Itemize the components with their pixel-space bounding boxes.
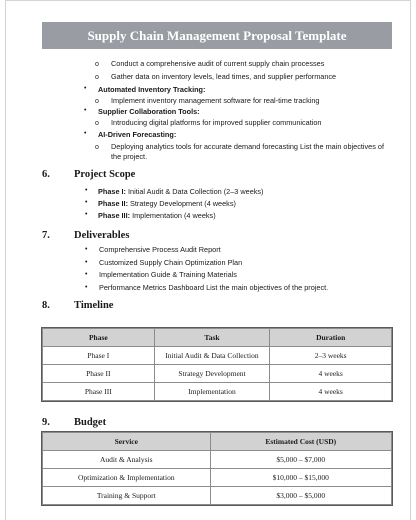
bullet: • bbox=[84, 85, 87, 92]
deliverable-item: Customized Supply Chain Optimization Plan bbox=[99, 258, 243, 267]
table-cell: Phase I bbox=[43, 347, 155, 365]
sub-bullet: o bbox=[95, 144, 99, 151]
phase-item: Phase II: Strategy Development (4 weeks) bbox=[98, 199, 236, 208]
section-title-budget: Budget bbox=[74, 417, 107, 428]
document-title: Supply Chain Management Proposal Template bbox=[42, 22, 392, 49]
phase-item: Phase I: Initial Audit & Data Collection (2–3 weeks) bbox=[98, 187, 264, 196]
table-header-row bbox=[43, 433, 392, 451]
bullet: • bbox=[85, 259, 88, 266]
bullet: • bbox=[85, 199, 88, 206]
header-cell: Service bbox=[43, 433, 211, 451]
section-number: 8. bbox=[42, 300, 50, 311]
table-cell: $10,000 – $15,000 bbox=[210, 469, 391, 487]
sub-bullet: o bbox=[95, 120, 99, 127]
list-item: Gather data on inventory levels, lead times, and supplier performance bbox=[111, 72, 337, 81]
header-cell: Task bbox=[154, 329, 270, 347]
header-cell: Estimated Cost (USD) bbox=[210, 433, 391, 451]
table-cell: Phase III bbox=[43, 383, 155, 401]
section-title-scope: Project Scope bbox=[74, 169, 136, 180]
group-heading: AI-Driven Forecasting: bbox=[98, 130, 177, 139]
bullet: • bbox=[85, 211, 88, 218]
list-item-continued: the project. bbox=[111, 152, 148, 161]
section-number: 7. bbox=[42, 230, 50, 241]
bullet: • bbox=[85, 246, 88, 253]
bullet: • bbox=[85, 284, 88, 291]
bullet: • bbox=[85, 271, 88, 278]
table-cell: 4 weeks bbox=[270, 365, 392, 383]
sub-bullet: o bbox=[95, 74, 99, 81]
table-cell: 2–3 weeks bbox=[270, 347, 392, 365]
budget-table bbox=[42, 432, 392, 505]
table-cell: Audit & Analysis bbox=[43, 451, 211, 469]
deliverable-item: Comprehensive Process Audit Report bbox=[99, 245, 221, 254]
header-cell: Duration bbox=[270, 329, 392, 347]
table-row bbox=[43, 347, 392, 365]
table-cell: $5,000 – $7,000 bbox=[210, 451, 391, 469]
list-item: Implement inventory management software for real-time tracking bbox=[111, 96, 320, 105]
bullet: • bbox=[84, 107, 87, 114]
table-cell: Strategy Development bbox=[154, 365, 270, 383]
table-cell: $3,000 – $5,000 bbox=[210, 487, 391, 505]
section-title-deliverables: Deliverables bbox=[74, 230, 130, 241]
table-row bbox=[43, 451, 392, 469]
table-row bbox=[43, 383, 392, 401]
table-header-row bbox=[43, 329, 392, 347]
header-cell: Phase bbox=[43, 329, 155, 347]
phase-item: Phase III: Implementation (4 weeks) bbox=[98, 211, 216, 220]
sub-bullet: o bbox=[95, 98, 99, 105]
table-cell: 4 weeks bbox=[270, 383, 392, 401]
list-item: Conduct a comprehensive audit of current supply chain processes bbox=[111, 59, 325, 68]
section-number: 9. bbox=[42, 417, 50, 428]
document-page bbox=[5, 0, 411, 520]
table-cell: Training & Support bbox=[43, 487, 211, 505]
section-number: 6. bbox=[42, 169, 50, 180]
deliverable-item: Performance Metrics Dashboard List the main objectives of the project. bbox=[99, 283, 329, 292]
table-cell: Phase II bbox=[43, 365, 155, 383]
list-item: Introducing digital platforms for improved supplier communication bbox=[111, 118, 322, 127]
group-heading: Supplier Collaboration Tools: bbox=[98, 107, 200, 116]
timeline-table bbox=[42, 328, 392, 401]
group-heading: Automated Inventory Tracking: bbox=[98, 85, 206, 94]
table-row bbox=[43, 469, 392, 487]
table-row bbox=[43, 487, 392, 505]
bullet: • bbox=[84, 130, 87, 137]
table-cell: Initial Audit & Data Collection bbox=[154, 347, 270, 365]
deliverable-item: Implementation Guide & Training Materials bbox=[99, 270, 237, 279]
section-title-timeline: Timeline bbox=[74, 300, 114, 311]
sub-bullet: o bbox=[95, 61, 99, 68]
table-cell: Implementation bbox=[154, 383, 270, 401]
bullet: • bbox=[85, 187, 88, 194]
list-item: Deploying analytics tools for accurate demand forecasting List the main objectives of bbox=[111, 142, 384, 151]
table-row bbox=[43, 365, 392, 383]
table-cell: Optimization & Implementation bbox=[43, 469, 211, 487]
